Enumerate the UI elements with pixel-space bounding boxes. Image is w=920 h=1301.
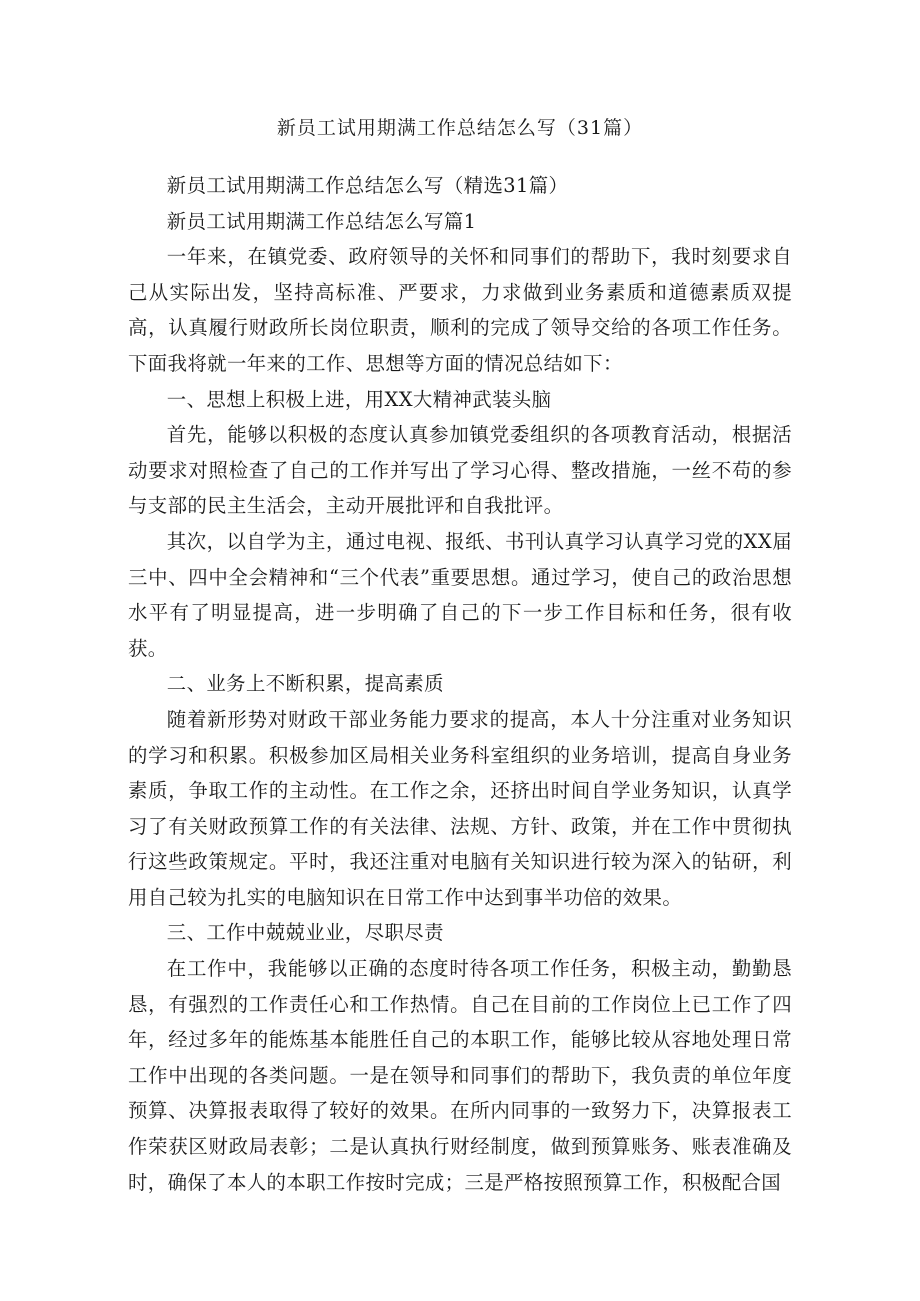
heading-ideology: 一、思想上积极上进，用XX大精神武装头脑 <box>166 387 552 411</box>
heading-work: 三、工作中兢兢业业，尽职尽责 <box>166 921 444 945</box>
paragraph-second: 其次，以自学为主，通过电视、报纸、书刊认真学习认真学习党的XX届三中、四中全会精神和“三个代表”重要思想。通过学习，使自己的政治思想水平有了明显提高，进一步明确了自己的下一步工作目标和任务，很有收获。 <box>128 529 792 660</box>
intro-paragraph: 一年来，在镇党委、政府领导的关怀和同事们的帮助下，我时刻要求自己从实际出发，坚持高标准、严要求，力求做到业务素质和道德素质双提高，认真履行财政所长岗位职责，顺利的完成了领导交给的各项工作任务。下面我将就一年来的工作、思想等方面的情况总结如下： <box>128 245 792 375</box>
paragraph-business: 随着新形势对财政干部业务能力要求的提高，本人十分注重对业务知识的学习和积累。积极参加区局相关业务科室组织的业务培训，提高自身业务素质，争取工作的主动性。在工作之余，还挤出时间自学业务知识，认真学习了有关财政预算工作的有关法律、法规、方针、政策，并在工作中贯彻执行这些政策规定。平时，我还注重对电脑有关知识进行较为深入的钻研，利用自己较为扎实的电脑知识在日常工作中达到事半功倍的效果。 <box>128 707 792 909</box>
subtitle-paragraph: 新员工试用期满工作总结怎么写（精选31篇） <box>166 174 569 197</box>
heading-business: 二、业务上不断积累，提高素质 <box>166 672 444 696</box>
paragraph-first: 首先，能够以积极的态度认真参加镇党委组织的各项教育活动，根据活动要求对照检查了自己的工作并写出了学习心得、整改措施，一丝不苟的参与支部的民主生活会，主动开展批评和自我批评。 <box>128 423 792 518</box>
section-heading-part-1: 新员工试用期满工作总结怎么写篇1 <box>166 209 477 233</box>
document-title: 新员工试用期满工作总结怎么写（31篇） <box>276 117 644 139</box>
paragraph-work: 在工作中，我能够以正确的态度时待各项工作任务，积极主动，勤勤恳恳，有强烈的工作责任心和工作热情。自己在目前的工作岗位上已工作了四年，经过多年的能炼基本能胜任自己的本职工作，能够比较从容地处理日常工作中出现的各类问题。一是在领导和同事们的帮助下，我负责的单位年度预算、决算报表取得了较好的效果。在所内同事的一致努力下，决算报表工作荣获区财政局表彰；二是认真执行财经制度，做到预算账务、账表准确及时，确保了本人的本职工作按时完成；三是严格按照预算工作，积极配合国 <box>128 957 792 1194</box>
